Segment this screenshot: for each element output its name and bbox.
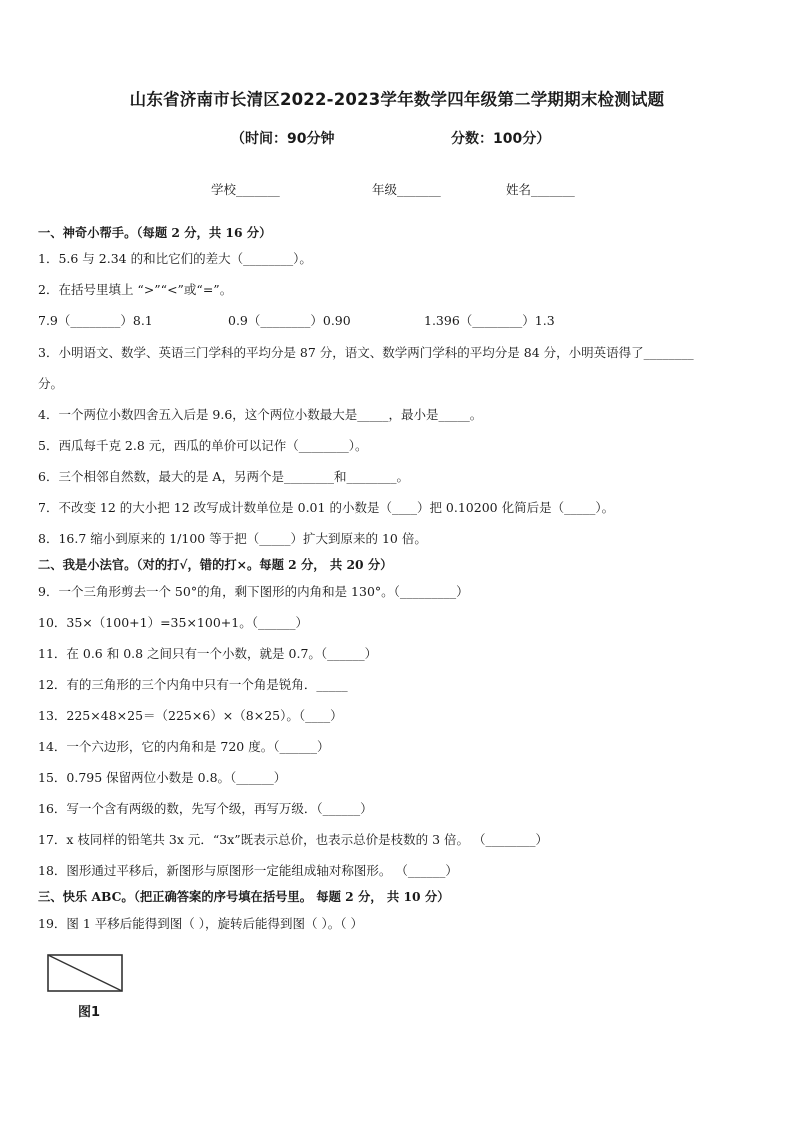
exam-time: （时间：90分钟	[231, 131, 335, 147]
question-11: 11．在 0.6 和 0.8 之间只有一个小数，就是 0.7。（______）	[38, 646, 378, 661]
school-field[interactable]: 学校_______	[211, 182, 280, 197]
name-field[interactable]: 姓名_______	[506, 182, 575, 197]
question-2-comparisons	[38, 313, 758, 329]
figure-1-rectangle	[47, 954, 123, 992]
question-2: 2．在括号里填上 “>”“<”或“=”。	[38, 282, 233, 297]
question-16: 16．写一个含有两级的数，先写个级，再写万级．（______）	[38, 801, 373, 816]
question-13: 13．225×48×25＝（225×6）×（8×25）。（____）	[38, 708, 343, 723]
question-12: 12．有的三角形的三个内角中只有一个角是锐角．_____	[38, 677, 348, 692]
question-7: 7．不改变 12 的大小把 12 改写成计数单位是 0.01 的小数是（____）把 0.10200 化简后是（_____）。	[38, 500, 615, 515]
question-8: 8．16.7 缩小到原来的 1/100 等于把（_____）扩大到原来的 10 倍。	[38, 531, 427, 546]
question-1: 1．5.6 与 2.34 的和比它们的差大（________）。	[38, 251, 312, 266]
page-title: 山东省济南市长清区2022-2023学年数学四年级第二学期期末检测试题	[129, 90, 665, 109]
exam-score: 分数：100分）	[451, 131, 551, 147]
question-3: 3．小明语文、数学、英语三门学科的平均分是 87 分，语文、数学两门学科的平均分是 84 分，小明英语得了________	[38, 345, 694, 360]
figure-1-label: 图1	[78, 1005, 101, 1020]
question-19: 19．图 1 平移后能得到图（ ），旋转后能得到图（ ）。（ ）	[38, 916, 363, 931]
question-6: 6．三个相邻自然数，最大的是 A，另两个是________和________。	[38, 469, 409, 484]
question-14: 14．一个六边形，它的内角和是 720 度。（______）	[38, 739, 330, 754]
section-heading-2: 二、我是小法官。（对的打√，错的打×。每题 2 分， 共 20 分）	[38, 557, 393, 572]
comparison-item: 1.396（________）1.3	[424, 313, 555, 328]
question-17: 17．x 枝同样的铅笔共 3x 元．“3x”既表示总价，也表示总价是枝数的 3 倍。 （________）	[38, 832, 549, 847]
question-18: 18．图形通过平移后，新图形与原图形一定能组成轴对称图形。 （______）	[38, 863, 458, 878]
question-15: 15．0.795 保留两位小数是 0.8。（______）	[38, 770, 287, 785]
comparison-item: 0.9（________）0.90	[228, 313, 351, 328]
comparison-item: 7.9（________）8.1	[38, 313, 153, 328]
question-9: 9．一个三角形剪去一个 50°的角，剩下图形的内角和是 130°。（_________）	[38, 584, 469, 599]
section-heading-3: 三、快乐 ABC。（把正确答案的序号填在括号里。 每题 2 分， 共 10 分）	[38, 889, 450, 904]
question-4: 4．一个两位小数四舍五入后是 9.6，这个两位小数最大是_____，最小是_____。	[38, 407, 483, 422]
grade-field[interactable]: 年级_______	[372, 182, 441, 197]
question-10: 10．35×（100+1）=35×100+1。（______）	[38, 615, 308, 630]
figure-1-diagonal	[48, 955, 122, 991]
question-3-continued: 分。	[38, 376, 64, 391]
question-5: 5．西瓜每千克 2.8 元，西瓜的单价可以记作（________）。	[38, 438, 368, 453]
section-heading-1: 一、神奇小帮手。（每题 2 分，共 16 分）	[38, 225, 272, 240]
